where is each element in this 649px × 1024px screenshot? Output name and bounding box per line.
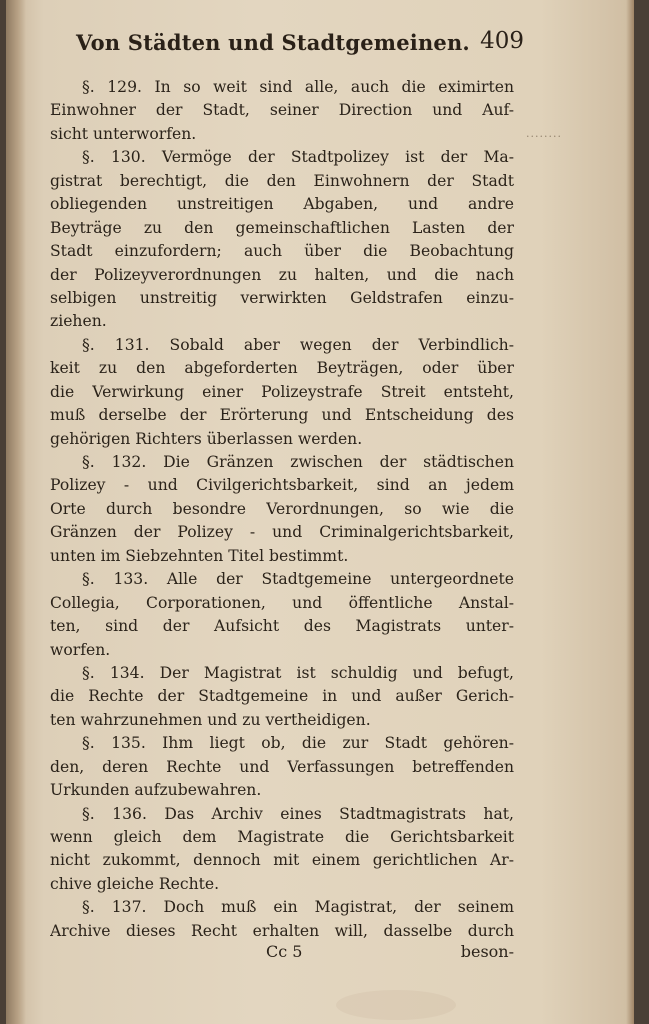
text-line: §. 135. Ihm liegt ob, die zur Stadt gehören- <box>82 734 514 753</box>
text-line: Gränzen der Polizey - und Criminalgerichtsbarkeit, <box>50 523 514 542</box>
paper-stain <box>336 990 456 1020</box>
text-line: worfen. <box>50 640 111 659</box>
text-line: den, deren Rechte und Verfassungen betreffenden <box>50 757 514 776</box>
text-line: sicht unterworfen. <box>50 124 197 143</box>
text-line: §. 131. Sobald aber wegen der Verbindlich- <box>82 335 514 354</box>
text-line: Stadt einzufordern; auch über die Beobachtung <box>50 242 514 261</box>
book-page <box>6 0 634 1024</box>
page-footer <box>50 942 514 968</box>
header-title: Von Städten und Stadtgemeinen. <box>76 30 470 55</box>
text-line: selbigen unstreitig verwirkten Geldstrafen einzu- <box>50 288 514 307</box>
text-line: chive gleiche Rechte. <box>50 874 220 893</box>
body-text <box>50 76 514 943</box>
running-header <box>72 28 524 62</box>
text-line: ten wahrzunehmen und zu vertheidigen. <box>50 710 371 729</box>
signature-mark: Cc 5 <box>266 942 303 961</box>
text-line: gehörigen Richters überlassen werden. <box>50 429 363 448</box>
text-line: Polizey - und Civilgerichtsbarkeit, sind an jedem <box>50 476 514 495</box>
text-line: ten, sind der Aufsicht des Magistrats unter- <box>50 617 514 636</box>
text-line: §. 134. Der Magistrat ist schuldig und befugt, <box>82 663 514 682</box>
margin-note: ........ <box>526 127 562 140</box>
text-line: wenn gleich dem Magistrate die Gerichtsbarkeit <box>50 828 514 846</box>
text-line: §. 136. Das Archiv eines Stadtmagistrats hat, <box>82 804 514 823</box>
text-line: ziehen. <box>50 312 107 331</box>
text-line: die Verwirkung einer Polizeystrafe Streit entsteht, <box>50 382 514 401</box>
text-line: Urkunden aufzubewahren. <box>50 781 262 800</box>
catchword: beson- <box>460 942 514 961</box>
text-line: §. 137. Doch muß ein Magistrat, der seinem <box>82 898 514 917</box>
text-line: keit zu den abgeforderten Beyträgen, oder über <box>50 359 514 378</box>
text-line: muß derselbe der Erörterung und Entscheidung des <box>50 406 514 425</box>
text-line: Archive dieses Recht erhalten will, dasselbe durch <box>50 921 514 940</box>
text-line: die Rechte der Stadtgemeine in und außer Gerich- <box>50 687 514 706</box>
text-line: gistrat berechtigt, die den Einwohnern der Stadt <box>50 171 514 190</box>
text-line: obliegenden unstreitigen Abgaben, und andre <box>50 195 514 214</box>
text-line: nicht zukommt, dennoch mit einem gerichtlichen Ar- <box>50 851 514 870</box>
text-line: unten im Siebzehnten Titel bestimmt. <box>50 546 349 565</box>
text-line: §. 130. Vermöge der Stadtpolizey ist der Ma- <box>82 148 514 167</box>
text-line: Einwohner der Stadt, seiner Direction und Auf- <box>50 101 514 120</box>
text-line: der Polizeyverordnungen zu halten, und die nach <box>50 265 514 284</box>
text-line: Beyträge zu den gemeinschaftlichen Lasten der <box>50 218 514 237</box>
page-edge-shadow <box>626 0 634 1024</box>
text-line: §. 129. In so weit sind alle, auch die eximirten <box>82 78 514 96</box>
page-number: 409 <box>480 28 524 54</box>
text-line: Orte durch besondre Verordnungen, so wie die <box>50 499 514 518</box>
text-line: Collegia, Corporationen, und öffentliche Anstal- <box>50 593 514 612</box>
page-spine-shadow <box>6 0 26 1024</box>
text-line: §. 132. Die Gränzen zwischen der städtischen <box>82 453 514 471</box>
text-line: §. 133. Alle der Stadtgemeine untergeordnete <box>82 570 514 589</box>
